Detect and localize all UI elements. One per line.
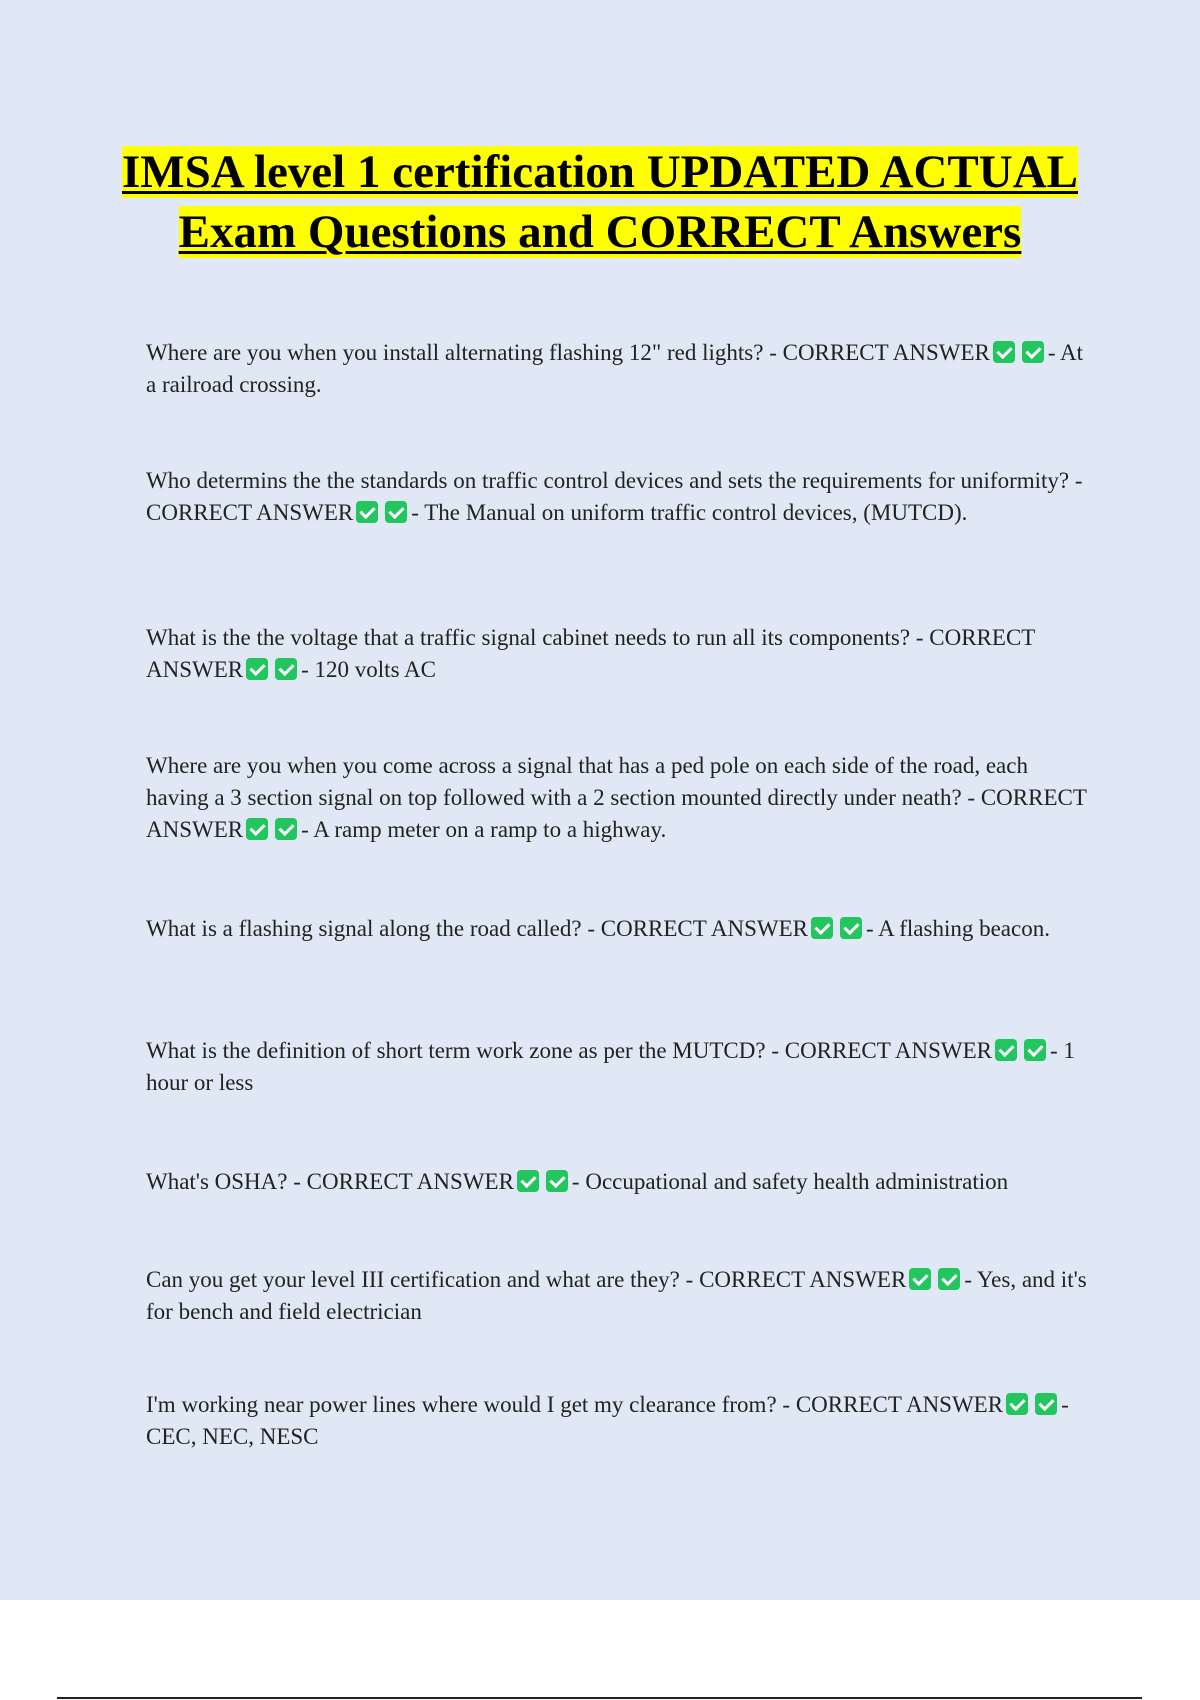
check-mark-button-icon bbox=[995, 1039, 1017, 1061]
check-mark-button-icon bbox=[385, 501, 407, 523]
check-mark-button-icon bbox=[1006, 1393, 1028, 1415]
answer-text: 120 volts AC bbox=[314, 657, 436, 682]
question-text: Can you get your level III certification and what are they? bbox=[146, 1267, 680, 1292]
qa-item: I'm working near power lines where would I get my clearance from? - CORRECT ANSWER - CEC, NEC, NESC bbox=[146, 1392, 1069, 1449]
qa-item: What's OSHA? - CORRECT ANSWER - Occupational and safety health administration bbox=[146, 1169, 1009, 1194]
answer-marker: CORRECT ANSWER bbox=[795, 1392, 1004, 1417]
qa-item: What is the definition of short term work zone as per the MUTCD? - CORRECT ANSWER - 1 hour or less bbox=[146, 1038, 1075, 1095]
answer-text: At a railroad crossing. bbox=[146, 340, 1083, 397]
check-mark-button-icon bbox=[275, 818, 297, 840]
check-mark-button-icon bbox=[246, 818, 268, 840]
answer-marker: CORRECT ANSWER bbox=[699, 1267, 907, 1292]
check-mark-button-icon bbox=[246, 658, 268, 680]
check-mark-button-icon bbox=[1035, 1393, 1057, 1415]
question-text: Where are you when you install alternating flashing 12" red lights? bbox=[146, 340, 764, 365]
answer-marker: CORRECT ANSWER bbox=[146, 500, 354, 525]
answer-text: A ramp meter on a ramp to a highway. bbox=[313, 817, 667, 842]
qa-item: What is a flashing signal along the road called? - CORRECT ANSWER - A flashing beacon. bbox=[146, 916, 1050, 941]
qa-item: Where are you when you install alternating flashing 12" red lights? - CORRECT ANSWER - At a railroad crossing. bbox=[146, 340, 1083, 397]
document-title-text: IMSA level 1 certification UPDATED ACTUAL Exam Questions and CORRECT Answers bbox=[122, 146, 1078, 258]
footer-divider bbox=[57, 1697, 1142, 1699]
qa-item: Where are you when you come across a signal that has a ped pole on each side of the road, each having a 3 section signal on top followed with a 2 section mounted directly under neath? - CORRECT ANSWER - A ramp meter on a ramp to a highway. bbox=[146, 753, 1087, 842]
question-text: Who determins the the standards on traffic control devices and sets the requirements for uniformity? bbox=[146, 468, 1070, 493]
question-text: I'm working near power lines where would I get my clearance from? bbox=[146, 1392, 777, 1417]
check-mark-button-icon bbox=[356, 501, 378, 523]
answer-text: The Manual on uniform traffic control devices, (MUTCD). bbox=[424, 500, 968, 525]
check-mark-button-icon bbox=[993, 341, 1015, 363]
check-mark-button-icon bbox=[840, 917, 862, 939]
question-text: What is a flashing signal along the road called? bbox=[146, 916, 582, 941]
check-mark-button-icon bbox=[275, 658, 297, 680]
answer-marker: CORRECT ANSWER bbox=[306, 1169, 514, 1194]
answer-marker: CORRECT ANSWER bbox=[600, 916, 808, 941]
check-mark-button-icon bbox=[909, 1268, 931, 1290]
check-mark-button-icon bbox=[517, 1170, 539, 1192]
answer-text: CEC, NEC, NESC bbox=[146, 1424, 319, 1449]
check-mark-button-icon bbox=[811, 917, 833, 939]
question-text: What is the the voltage that a traffic signal cabinet needs to run all its components? bbox=[146, 625, 911, 650]
qa-item: What is the the voltage that a traffic signal cabinet needs to run all its components? - CORRECT ANSWER - 120 volts AC bbox=[146, 625, 1035, 682]
answer-text: Occupational and safety health administration bbox=[585, 1169, 1009, 1194]
question-text: What is the definition of short term work zone as per the MUTCD? bbox=[146, 1038, 766, 1063]
check-mark-button-icon bbox=[1022, 341, 1044, 363]
answer-marker: CORRECT ANSWER bbox=[146, 625, 1035, 682]
answer-text: Yes, and it's for bench and field electrician bbox=[146, 1267, 1087, 1324]
qa-item: Can you get your level III certification and what are they? - CORRECT ANSWER - Yes, and it's for bench and field electrician bbox=[146, 1267, 1087, 1324]
question-text: Where are you when you come across a signal that has a ped pole on each side of the road, each having a 3 section signal on top followed with a 2 section mounted directly under neath? bbox=[146, 753, 1028, 810]
answer-text: 1 hour or less bbox=[146, 1038, 1075, 1095]
document-title bbox=[100, 142, 1100, 262]
check-mark-button-icon bbox=[938, 1268, 960, 1290]
check-mark-button-icon bbox=[546, 1170, 568, 1192]
answer-text: A flashing beacon. bbox=[878, 916, 1050, 941]
qa-item: Who determins the the standards on traffic control devices and sets the requirements for uniformity? - CORRECT ANSWER - The Manual on uniform traffic control devices, (MUTCD). bbox=[146, 468, 1083, 525]
question-text: What's OSHA? bbox=[146, 1169, 288, 1194]
answer-marker: CORRECT ANSWER bbox=[146, 785, 1087, 842]
answer-marker: CORRECT ANSWER bbox=[782, 340, 990, 365]
answer-marker: CORRECT ANSWER bbox=[784, 1038, 992, 1063]
check-mark-button-icon bbox=[1024, 1039, 1046, 1061]
